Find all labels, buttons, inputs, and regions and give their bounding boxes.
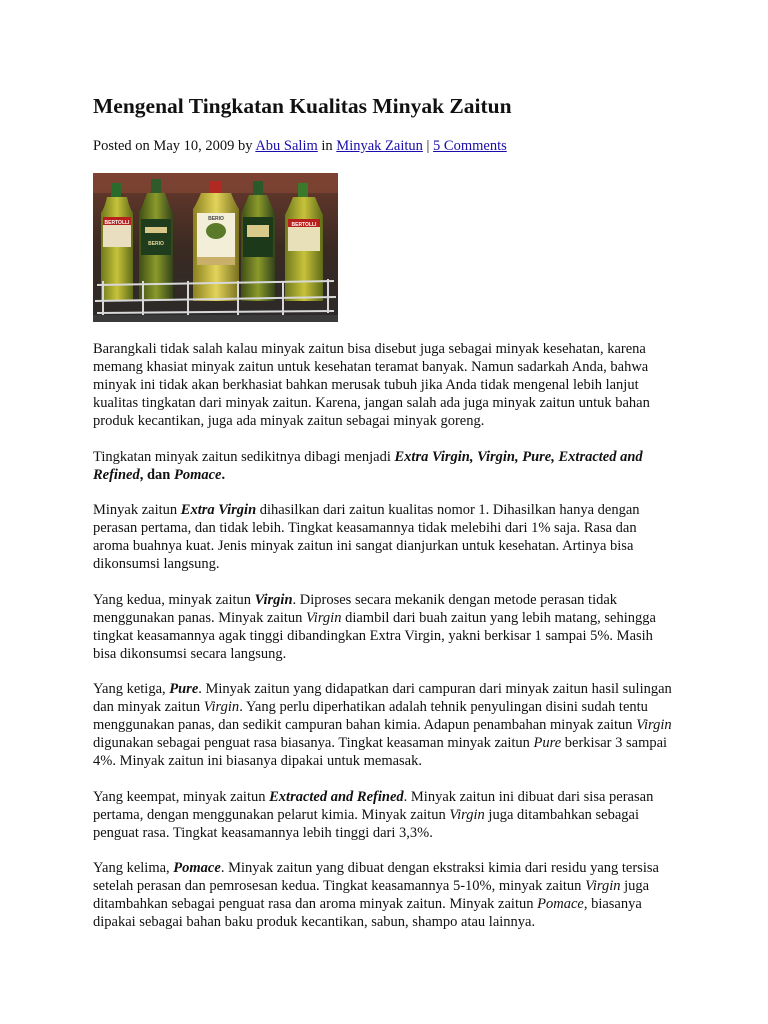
text-run: juga ditambahkan sebagai penguat rasa dan aroma minyak zaitun. Minyak zaitun xyxy=(93,878,650,912)
paragraph-extra-virgin xyxy=(93,501,673,573)
italic-pomace: Pomace xyxy=(537,896,584,912)
italic-pure: Pure xyxy=(533,735,562,751)
text-run: Yang kelima, xyxy=(93,860,174,876)
paragraph-pure xyxy=(93,680,673,770)
post-meta xyxy=(93,137,673,155)
emphasis-pure: Pure xyxy=(169,681,199,697)
olive-oil-bottles-photo xyxy=(93,173,338,322)
bottle-label-3: BERIO xyxy=(208,216,224,222)
italic-virgin: Virgin xyxy=(306,609,342,626)
text-run: Minyak zaitun xyxy=(93,502,181,518)
text-run: diambil dari buah zaitun yang lebih matang, sehingga tingkat keasamannya agak tinggi dibandingkan Extra Virgin, yakni berkisar 1 sampai 5%. Masih bisa dikonsumsi secara langsung. xyxy=(93,609,656,662)
paragraph-intro: Barangkali tidak salah kalau minyak zaitun bisa disebut juga sebagai minyak kesehatan, karena memang khasiat minyak zaitun untuk kesehatan teramat banyak. Namun sadarkah Anda, bahwa minyak ini tidak akan berkhasiat bahkan merusak tubuh jika Anda tidak mengenal lebih lanjut kualitas tingkatan dari minyak zaitun. Karena, jangan salah ada juga minyak zaitun untuk bahan produk kecantikan, juga ada minyak zaitun sebagai minyak goreng. xyxy=(93,341,650,429)
text-run: berkisar 3 sampai 4%. Minyak zaitun ini biasanya dipakai untuk memasak. xyxy=(93,735,668,769)
category-link[interactable]: Minyak Zaitun xyxy=(336,138,423,154)
text-run: Yang ketiga, xyxy=(93,681,170,697)
author-link[interactable]: Abu Salim xyxy=(255,138,318,154)
emphasis-extra-virgin: Extra Virgin xyxy=(180,502,257,518)
text-run: . Minyak zaitun ini dibuat dari sisa perasan pertama, dengan menggunakan pelarut kimia. Minyak zaitun xyxy=(93,788,654,823)
text-run: . Yang perlu diperhatikan adalah tehnik penyulingan disini sudah tentu menggunakan panas, dan sedikit campuran bahan kimia. Adapun penambahan minyak zaitun xyxy=(93,699,648,733)
italic-virgin: Virgin xyxy=(449,806,485,823)
paragraph-grades xyxy=(93,448,673,484)
text-run: juga ditambahkan sebagai penguat rasa. Tingkat keasamannya lebih tinggi dari 3,3%. xyxy=(93,806,640,841)
emphasis-pomace: Pomace xyxy=(173,466,222,483)
emphasis-pomace: Pomace xyxy=(173,860,221,876)
text-run: . Diproses secara mekanik dengan metode perasan tidak menggunakan panas. Minyak zaitun xyxy=(93,591,618,626)
bottle-label-1: BERTOLLI xyxy=(104,220,130,226)
text-run: , biasanya dipakai sebagai bahan baku produk kecantikan, sabun, shampo atau lainnya. xyxy=(93,896,642,930)
italic-virgin: Virgin xyxy=(203,699,240,715)
text-run: , dan xyxy=(139,466,174,483)
meta-separator: | xyxy=(422,138,434,154)
paragraph-extracted-refined xyxy=(93,788,673,842)
bottle-label-4: BERTOLLI xyxy=(291,222,317,228)
paragraph-virgin xyxy=(93,591,673,663)
emphasis-grades: Extra Virgin, Virgin, Pure, Extracted and Refined xyxy=(93,448,643,483)
text-run: . xyxy=(221,466,226,483)
in-text: in xyxy=(317,138,337,154)
text-run: dihasilkan dari zaitun kualitas nomor 1. Dihasilkan hanya dengan perasan pertama, dan tidak lebih. Tingkat keasamannya tidak melebihi dari 1% saja. Rasa dan aroma buahnya kuat. Jenis minyak zaitun ini sangat dianjurkan untuk kesehatan. Artinya bisa dikonsumsi langsung. xyxy=(93,502,640,572)
text-run: Yang kedua, minyak zaitun xyxy=(93,591,255,608)
italic-virgin: Virgin xyxy=(585,878,621,894)
article-body xyxy=(93,340,673,931)
text-run: Tingkatan minyak zaitun sedikitnya dibagi menjadi xyxy=(93,448,395,465)
text-run: Yang keempat, minyak zaitun xyxy=(93,788,270,805)
posted-date-text: Posted on May 10, 2009 by xyxy=(93,138,256,154)
paragraph-pomace xyxy=(93,859,673,931)
bottle-label-2: BERIO xyxy=(148,241,164,247)
italic-virgin: Virgin xyxy=(636,717,672,733)
comments-link[interactable]: 5 Comments xyxy=(433,138,507,154)
article xyxy=(93,92,673,949)
emphasis-virgin: Virgin xyxy=(254,591,293,608)
text-run: . Minyak zaitun yang dibuat dengan ekstraksi kimia dari residu yang tersisa setelah perasan dan pemrosesan kedua. Tingkat keasamannya 5-10%, minyak zaitun xyxy=(93,860,659,894)
page-title: Mengenal Tingkatan Kualitas Minyak Zaitun xyxy=(93,94,512,118)
emphasis-extracted-refined: Extracted and Refined xyxy=(269,788,404,805)
text-run: . Minyak zaitun yang didapatkan dari campuran dari minyak zaitun hasil sulingan dan minyak zaitun xyxy=(93,681,672,715)
text-run: digunakan sebagai penguat rasa biasanya. Tingkat keasaman minyak zaitun xyxy=(93,735,534,751)
